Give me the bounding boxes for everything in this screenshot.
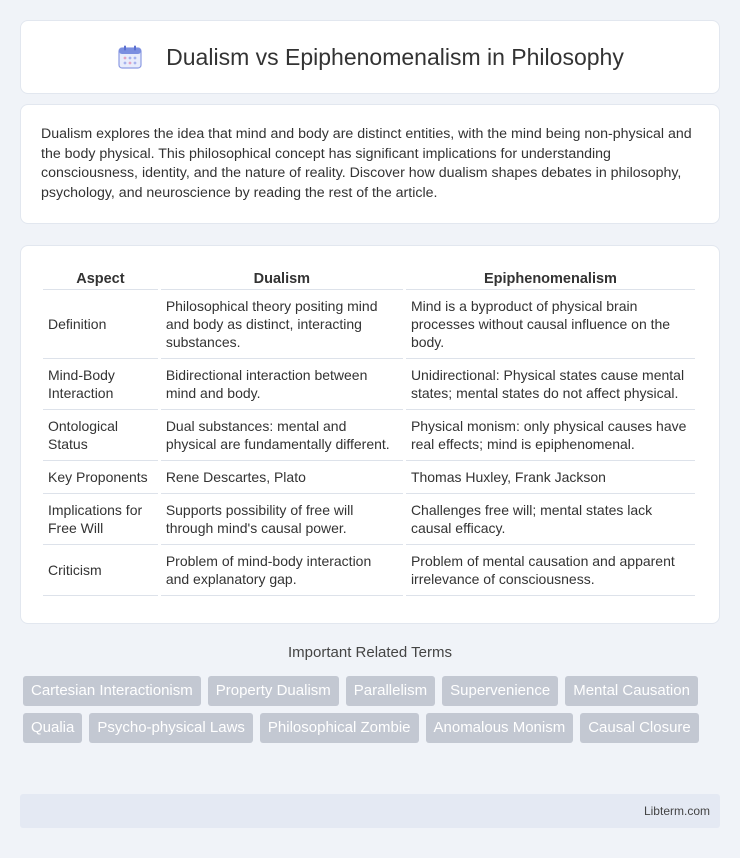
tag-anomalous-monism[interactable]: Anomalous Monism: [426, 713, 574, 743]
tag-parallelism[interactable]: Parallelism: [346, 676, 435, 706]
header-aspect: Aspect: [43, 266, 158, 290]
table-header-row: [43, 266, 695, 290]
comparison-table: [40, 266, 698, 596]
intro-card: [20, 104, 720, 224]
row-aspect: Mind-Body Interaction: [43, 359, 158, 410]
intro-text: Dualism explores the idea that mind and body are distinct entities, with the mind being non-physical and the body physical. This philosophical concept has significant implications for understanding consciousness, identity, and the nature of reality. Discover how dualism shapes debates in philosophy, psychology, and neuroscience by reading the rest of the article.: [41, 126, 692, 201]
row-dualism: Bidirectional interaction between mind and body.: [161, 359, 403, 410]
row-aspect: Criticism: [43, 545, 158, 596]
table-row: [43, 494, 695, 545]
footer: [20, 794, 720, 828]
header-card: [20, 20, 720, 94]
header-dualism: Dualism: [161, 266, 403, 290]
table-row: [43, 545, 695, 596]
tag-cartesian-interactionism[interactable]: Cartesian Interactionism: [23, 676, 201, 706]
row-epiphenomenalism: Challenges free will; mental states lack causal efficacy.: [406, 494, 695, 545]
row-epiphenomenalism: Thomas Huxley, Frank Jackson: [406, 461, 695, 494]
row-epiphenomenalism: Mind is a byproduct of physical brain processes without causal influence on the body.: [406, 290, 695, 359]
row-aspect: Key Proponents: [43, 461, 158, 494]
tag-supervenience[interactable]: Supervenience: [442, 676, 558, 706]
tag-psycho-physical-laws[interactable]: Psycho-physical Laws: [89, 713, 253, 743]
row-dualism: Problem of mind-body interaction and explanatory gap.: [161, 545, 403, 596]
page-title: Dualism vs Epiphenomenalism in Philosophy: [166, 43, 624, 70]
table-row: [43, 290, 695, 359]
tag-mental-causation[interactable]: Mental Causation: [565, 676, 698, 706]
table-row: [43, 461, 695, 494]
row-dualism: Rene Descartes, Plato: [161, 461, 403, 494]
row-dualism: Philosophical theory positing mind and body as distinct, interacting substances.: [161, 290, 403, 359]
tag-property-dualism[interactable]: Property Dualism: [208, 676, 339, 706]
row-aspect: Ontological Status: [43, 410, 158, 461]
tag-philosophical-zombie[interactable]: Philosophical Zombie: [260, 713, 419, 743]
tag-qualia[interactable]: Qualia: [23, 713, 82, 743]
header-epiphenomenalism: Epiphenomenalism: [406, 266, 695, 290]
row-dualism: Supports possibility of free will through mind's causal power.: [161, 494, 403, 545]
calendar-icon: [116, 43, 144, 71]
row-epiphenomenalism: Problem of mental causation and apparent irrelevance of consciousness.: [406, 545, 695, 596]
comparison-card: [20, 245, 720, 624]
tag-causal-closure[interactable]: Causal Closure: [580, 713, 699, 743]
row-aspect: Definition: [43, 290, 158, 359]
footer-site-link[interactable]: Libterm.com: [643, 804, 710, 818]
table-row: [43, 410, 695, 461]
related-terms-title: Important Related Terms: [288, 644, 452, 661]
table-row: [43, 359, 695, 410]
row-aspect: Implications for Free Will: [43, 494, 158, 545]
related-terms-list: [23, 676, 703, 743]
row-epiphenomenalism: Unidirectional: Physical states cause mental states; mental states do not affect physical.: [406, 359, 695, 410]
row-epiphenomenalism: Physical monism: only physical causes have real effects; mind is epiphenomenal.: [406, 410, 695, 461]
row-dualism: Dual substances: mental and physical are fundamentally different.: [161, 410, 403, 461]
